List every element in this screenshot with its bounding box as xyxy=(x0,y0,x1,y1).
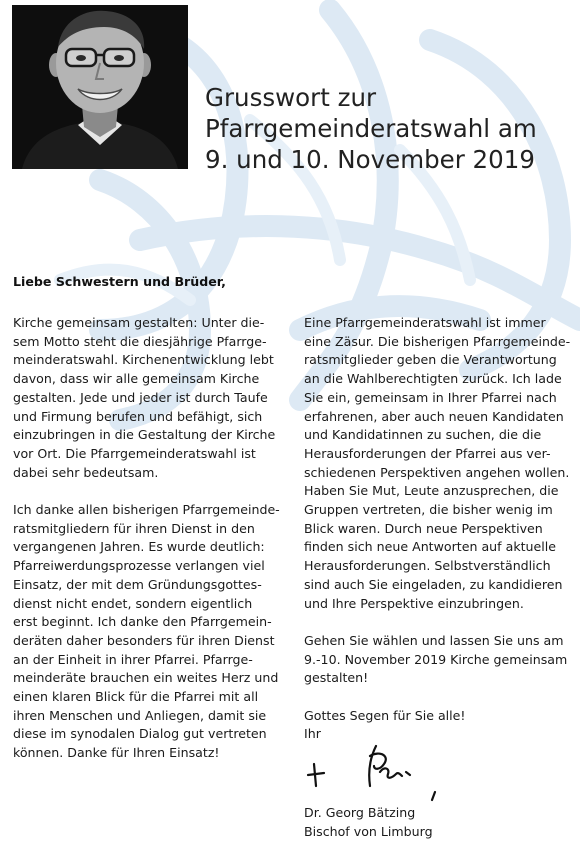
paragraph: Eine Pfarrgemeinderatswahl ist immer eine Zäsur. Die bisherigen Pfarrgemeinde- ratsmitglieder geben die Verantwortung an die Wahlberechtigten zurück. Ich lade Sie ein, gemeinsam in Ihrer Pfarrei nach erfahrenen, aber auch neuen Kandidaten und Kandidatinnen zu suchen, die die Herausforderungen der Pfarrei aus ver- schiedenen Perspektiven angehen wollen. Haben Sie Mut, Leute anzusprechen, die Gruppen vertreten, die bisher wenig im Blick waren. Durch neue Perspektiven finden sich neue Antworten auf aktuelle Herausforderungen. Selbstverständlich sind auch Sie eingeladen, zu kandidieren und Ihre Perspektive einzubringen. xyxy=(304,315,571,611)
title-line: 9. und 10. November 2019 xyxy=(205,145,535,174)
left-column xyxy=(13,314,303,763)
title-line: Pfarrgemeinderatswahl am xyxy=(205,114,537,143)
signatory-role: Bischof von Limburg xyxy=(304,823,433,839)
paragraph: Gottes Segen für Sie alle! Ihr xyxy=(304,707,466,742)
greeting-title xyxy=(205,82,575,175)
signature-block xyxy=(304,804,433,841)
salutation: Liebe Schwestern und Brüder, xyxy=(13,274,226,289)
paragraph: Gehen Sie wählen und lassen Sie uns am 9.-10. November 2019 Kirche gemeinsam gestalten! xyxy=(304,632,568,686)
bishop-portrait-photo xyxy=(12,5,188,169)
paragraph: Kirche gemeinsam gestalten: Unter die- sem Motto steht die diesjährige Pfarrge- meinderatswahl. Kirchenentwicklung lebt davon, dass wir alle gemeinsam Kirche gestalten. Jede und jeder ist durch Taufe und Firmung berufen und befähigt, sich einzubringen in die Gestaltung der Kirche vor Ort. Die Pfarrgemeinderatswahl ist dabei sehr bedeutsam. xyxy=(13,315,276,480)
handwritten-signature xyxy=(304,742,454,808)
paragraph: Ich danke allen bisherigen Pfarrgemeinde- ratsmitgliedern für ihren Dienst in den vergangenen Jahren. Es wurde deutlich: Pfarreiwerdungsprozesse verlangen viel Einsatz, der mit dem Gründungsgottes- dienst nicht endet, sondern eigentlich erst beginnt. Ich danke den Pfarrgemein- deräten daher besonders für ihren Dienst an der Einheit in ihrer Pfarrei. Pfarrge- meinderäte brauchen ein weites Herz und einen klaren Blick für die Pfarrei mit all ihren Menschen und Anliegen, damit sie diese im synodalen Dialog gut vertreten können. Danke für Ihren Einsatz! xyxy=(13,502,280,761)
signatory-name: Dr. Georg Bätzing xyxy=(304,805,416,820)
right-column xyxy=(304,314,579,744)
title-line: Grusswort zur xyxy=(205,83,377,112)
